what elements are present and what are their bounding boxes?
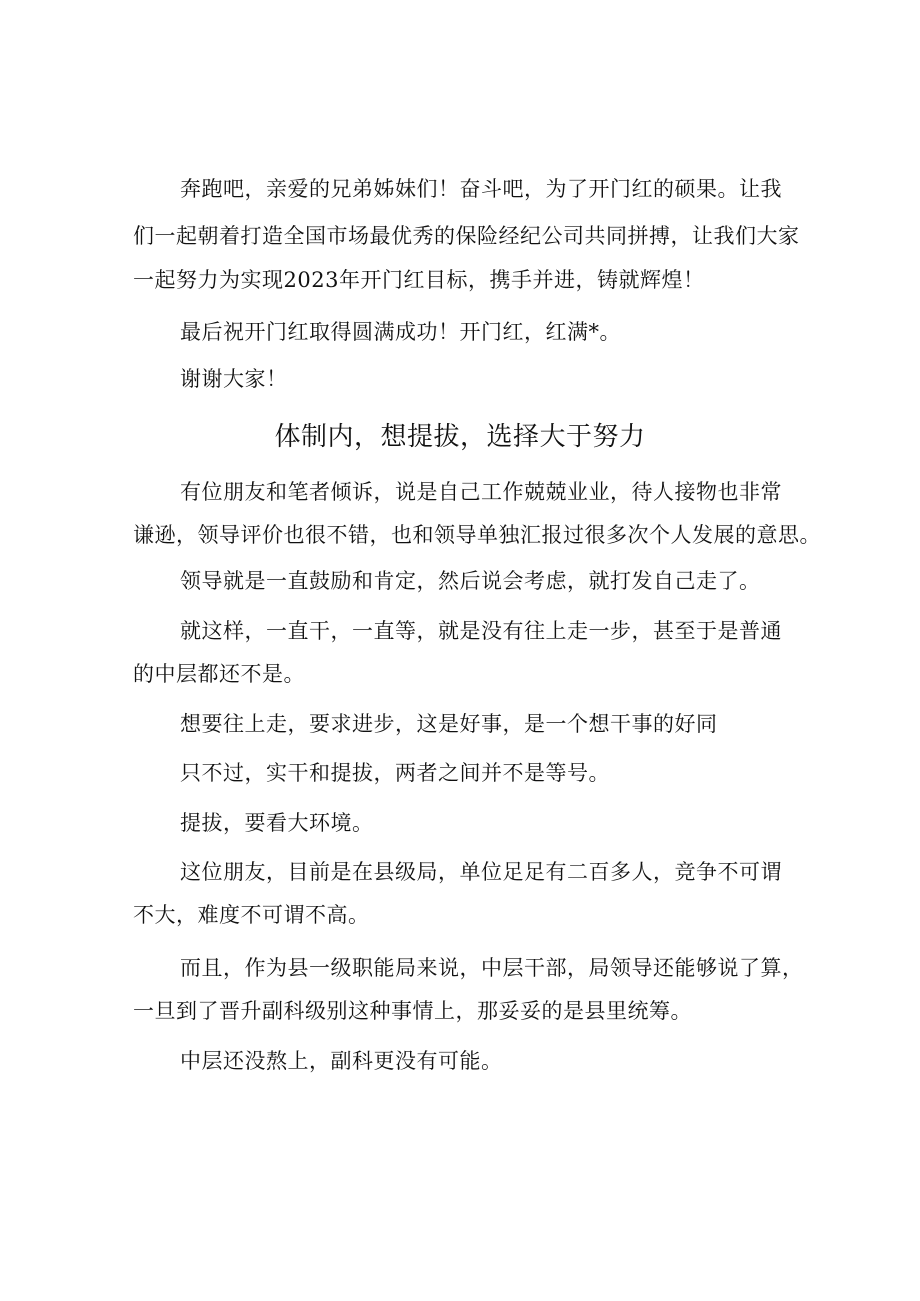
paragraph-line: 谦逊，领导评价也很不错，也和领导单独汇报过很多次个人发展的意思。 [133,523,821,547]
paragraph-line: 有位朋友和笔者倾诉，说是自己工作兢兢业业，待人接物也非常 [180,480,782,504]
paragraph-line: 只不过，实干和提拔，两者之间并不是等号。 [180,761,610,785]
paragraph-line: 的中层都还不是。 [133,662,305,686]
paragraph-line: 提拔，要看大环境。 [180,811,374,835]
paragraph-line: 最后祝开门红取得圆满成功！开门红，红满*。 [180,320,621,344]
paragraph-line: 而且，作为县一级职能局来说，中层干部，局领导还能够说了算， [180,956,804,980]
paragraph-line: 这位朋友，目前是在县级局，单位足足有二百多人，竞争不可谓 [180,860,782,884]
paragraph-line: 中层还没熬上，副科更没有可能。 [180,1049,503,1073]
paragraph-line: 就这样，一直干，一直等，就是没有往上走一步，甚至于是普通 [180,619,782,643]
paragraph-line: 奔跑吧，亲爱的兄弟姊妹们！奋斗吧，为了开门红的硕果。让我 [180,177,782,201]
section-heading: 体制内，想提拔，选择大于努力 [274,422,646,452]
paragraph-line: 想要往上走，要求进步，这是好事，是一个想干事的好同 [180,712,718,736]
paragraph-line: 不大，难度不可谓不高。 [133,903,370,927]
paragraph-line: 一旦到了晋升副科级别这种事情上，那妥妥的是县里统筹。 [133,999,692,1023]
paragraph-line: 谢谢大家！ [180,367,288,391]
paragraph-line: 一起努力为实现2023年开门红目标，携手并进，铸就辉煌！ [133,268,705,292]
paragraph-line: 领导就是一直鼓励和肯定，然后说会考虑，就打发自己走了。 [180,569,761,593]
paragraph-line: 们一起朝着打造全国市场最优秀的保险经纪公司共同拼搏，让我们大家 [133,224,800,248]
